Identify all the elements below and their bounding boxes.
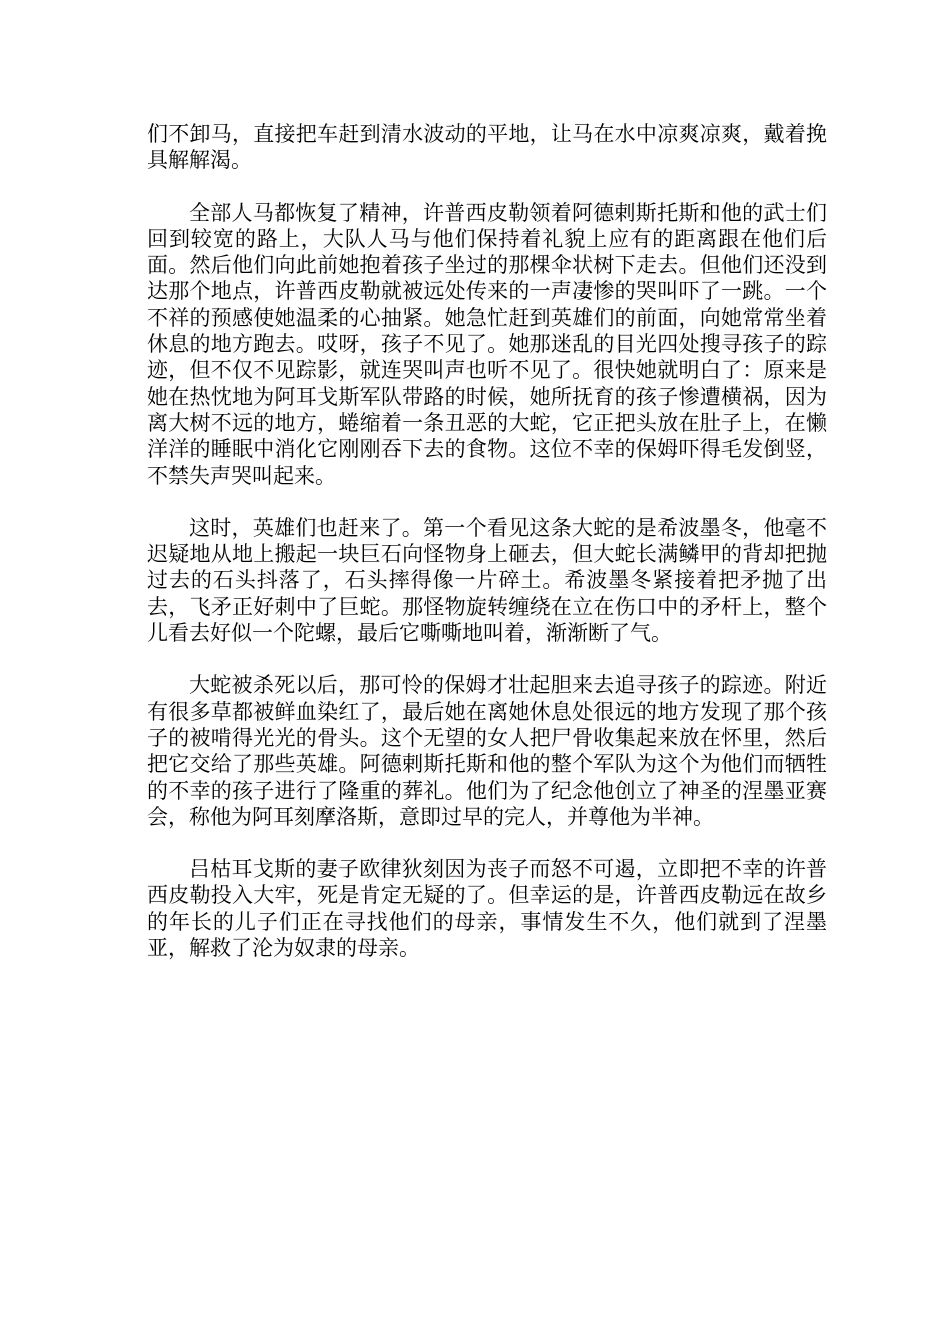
paragraph-5: 吕枯耳戈斯的妻子欧律狄刻因为丧子而怒不可遏，立即把不幸的许普西皮勒投入大牢，死是肯定无疑的了。但幸运的是，许普西皮勒远在故乡的年长的儿子们正在寻找他们的母亲，事情发生不久，他们就到了涅墨亚，解救了沦为奴隶的母亲。 (147, 857, 827, 961)
document-body (147, 121, 827, 987)
paragraph-4: 大蛇被杀死以后，那可怜的保姆才壮起胆来去追寻孩子的踪迹。附近有很多草都被鲜血染红了，最后她在离她休息处很远的地方发现了那个孩子的被啃得光光的骨头。这个无望的女人把尸骨收集起来放在怀里，然后把它交给了那些英雄。阿德剌斯托斯和他的整个军队为这个为他们而牺牲的不幸的孩子进行了隆重的葬礼。他们为了纪念他创立了神圣的涅墨亚赛会，称他为阿耳刻摩洛斯，意即过早的完人，并尊他为半神。 (147, 673, 827, 829)
paragraph-2: 全部人马都恢复了精神，许普西皮勒领着阿德剌斯托斯和他的武士们回到较宽的路上，大队人马与他们保持着礼貌上应有的距离跟在他们后面。然后他们向此前她抱着孩子坐过的那棵伞状树下走去。但他们还没到达那个地点，许普西皮勒就被远处传来的一声凄惨的哭叫吓了一跳。一个不祥的预感使她温柔的心抽紧。她急忙赶到英雄们的前面，向她常常坐着休息的地方跑去。哎呀，孩子不见了。她那迷乱的目光四处搜寻孩子的踪迹，但不仅不见踪影，就连哭叫声也听不见了。很快她就明白了：原来是她在热忱地为阿耳戈斯军队带路的时候，她所抚育的孩子惨遭横祸，因为离大树不远的地方，蜷缩着一条丑恶的大蛇，它正把头放在肚子上，在懒洋洋的睡眠中消化它刚刚吞下去的食物。这位不幸的保姆吓得毛发倒竖，不禁失声哭叫起来。 (147, 200, 827, 488)
paragraph-3: 这时，英雄们也赶来了。第一个看见这条大蛇的是希波墨冬，他毫不迟疑地从地上搬起一块巨石向怪物身上砸去，但大蛇长满鳞甲的背却把抛过去的石头抖落了，石头摔得像一片碎土。希波墨冬紧接着把矛抛了出去，飞矛正好刺中了巨蛇。那怪物旋转缠绕在立在伤口中的矛杆上，整个儿看去好似一个陀螺，最后它嘶嘶地叫着，渐渐断了气。 (147, 515, 827, 646)
paragraph-1: 们不卸马，直接把车赶到清水波动的平地，让马在水中凉爽凉爽，戴着挽具解解渴。 (147, 122, 827, 173)
